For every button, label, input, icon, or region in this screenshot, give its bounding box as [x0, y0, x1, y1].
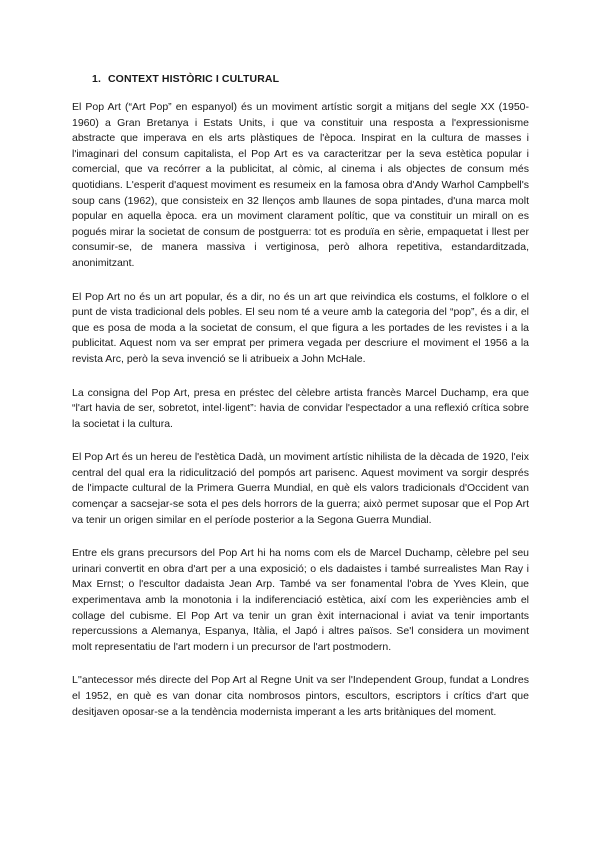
- body-text: [72, 100, 529, 738]
- paragraph-precursors: Entre els grans precursors del Pop Art hi ha noms com els de Marcel Duchamp, cèlebre pel seu urinari convertit en obra d'art per a una exposició; o els dadaistes i també surrealistes Man Ray i Max Ernst; o l'escultor dadaista Jean Arp. També va ser fonamental l'obra de Yves Klein, que experimentava amb la monotonia i la indiferenciació estètica, així com les experiències amb el collage del cubisme. El Pop Art va tenir un gran èxit internacional i aviat va tenir importants repercussions a Alemanya, Espanya, Itàlia, el Japó i altres països. Se'l considera un moviment molt representatiu de l'art modern i un precursor de l'art postmodern.: [72, 547, 529, 653]
- paragraph-dada: El Pop Art és un hereu de l'estètica Dadà, un moviment artístic nihilista de la dècada de 1920, l'eix central del qual era la ridiculització del pompós art parisenc. Aquest moviment va sorgir després de l'impacte cultural de la Primera Guerra Mundial, en què els valors tradicionals d'Occident van començar a sacsejar-se sota el pes dels horrors de la guerra; això permet suposar que el Pop Art va tenir un origen similar en el període posterior a la Segona Guerra Mundial.: [72, 451, 529, 526]
- section-heading: [92, 73, 279, 85]
- paragraph-independent-group: L''antecessor més directe del Pop Art al Regne Unit va ser l'Independent Group, fundat a Londres el 1952, en què es van donar cita nombrosos pintors, escultors, escriptors i crítics d'art que desitjaven oposar-se a la tendència modernista imperant a les arts britàniques del moment.: [72, 674, 529, 718]
- paragraph-intro: El Pop Art (“Art Pop” en espanyol) és un moviment artístic sorgit a mitjans del segle XX (1950-1960) a Gran Bretanya i Estats Units, i que va constituir una resposta a l'expressionisme abstracte que imperava en els arts plàstiques de l'època. Inspirat en la cultura de masses i l'imaginari del consum capitalista, el Pop Art es va caracteritzar per la seva estètica popular i comercial, que va recórrer a la publicitat, al còmic, al cinema i als objectes de consum més quotidians. L'esperit d'aquest moviment es resumeix en la famosa obra d'Andy Warhol Campbell's soup cans (1962), que consisteix en 32 llenços amb llaunes de sopa pintades, d'una marca molt popular en aquella època. era un moviment clarament polític, que va constituir un mirall on es pogués mirar la societat de consum de postguerra: tot es produïa en sèrie, empaquetat i llest per consumir-se, de manera massiva i vertiginosa, però alhora repetitiva, estandarditzada, anonimitzant.: [72, 101, 529, 269]
- section-number: 1.: [92, 73, 101, 85]
- paragraph-not-popular-art: El Pop Art no és un art popular, és a dir, no és un art que reivindica els costums, el folklore o el punt de vista tradicional dels pobles. El seu nom té a veure amb la categoria del “pop”, és a dir, el que es posa de moda a la societat de consum, el que figura a les portades de les revistes i a la publicitat. Aquest nom va ser emprat per primera vegada per descriure el moviment el 1956 a la revista Arc, però la seva invenció se li atribueix a John McHale.: [72, 290, 529, 365]
- section-title: CONTEXT HISTÒRIC I CULTURAL: [108, 73, 280, 85]
- paragraph-motto: La consigna del Pop Art, presa en préstec del cèlebre artista francès Marcel Duchamp, era que “l'art havia de ser, sobretot, intel·ligent”: havia de convidar l'espectador a una reflexió crítica sobre la societat i la cultura.: [72, 386, 529, 430]
